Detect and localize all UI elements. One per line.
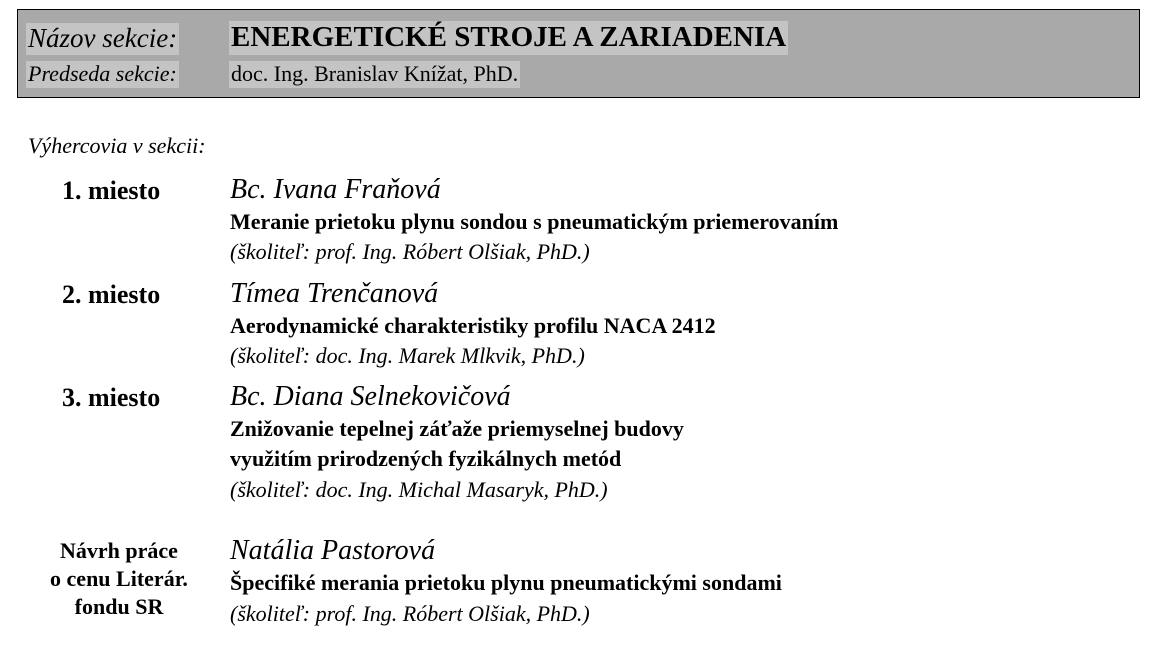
section-name: ENERGETICKÉ STROJE A ZARIADENIA xyxy=(231,21,787,53)
winner-name: Bc. Ivana Fraňová xyxy=(230,174,441,205)
section-header xyxy=(17,9,1140,98)
winner-supervisor: (školiteľ: prof. Ing. Róbert Olšiak, PhD.) xyxy=(230,239,590,264)
winner-supervisor: (školiteľ: doc. Ing. Marek Mlkvik, PhD.) xyxy=(230,343,585,368)
winner-place: 3. miesto xyxy=(62,383,161,412)
nomination-label-line: fondu SR xyxy=(74,594,164,619)
winner-thesis-title-line-2: využitím prirodzených fyzikálnych metód xyxy=(230,446,622,471)
winner-name: Bc. Diana Selnekovičová xyxy=(230,381,511,412)
section-chair-label: Predseda sekcie: xyxy=(28,61,177,86)
winner-supervisor: (školiteľ: doc. Ing. Michal Masaryk, PhD.) xyxy=(230,477,608,502)
winner-thesis-title: Aerodynamické charakteristiky profilu NACA 2412 xyxy=(230,313,716,338)
winner-place: 2. miesto xyxy=(62,280,161,309)
nominee-thesis-title: Špecifiké merania prietoku plynu pneumatickými sondami xyxy=(230,570,782,595)
winners-heading: Výhercovia v sekcii: xyxy=(28,133,206,158)
nominee-supervisor: (školiteľ: prof. Ing. Róbert Olšiak, PhD.) xyxy=(230,601,590,626)
section-chair-name: doc. Ing. Branislav Knížat, PhD. xyxy=(231,61,519,86)
winner-place: 1. miesto xyxy=(62,176,161,205)
winner-thesis-title: Meranie prietoku plynu sondou s pneumatickým priemerovaním xyxy=(230,209,839,234)
nomination-label-line: o cenu Literár. xyxy=(50,566,188,591)
nomination-label xyxy=(30,537,208,621)
winner-name: Tímea Trenčanová xyxy=(230,278,439,309)
nominee-name: Natália Pastorová xyxy=(230,535,436,566)
winner-thesis-title-line-1: Znižovanie tepelnej záťaže priemyselnej budovy xyxy=(230,416,684,441)
section-name-label: Názov sekcie: xyxy=(28,23,178,53)
nomination-label-line: Návrh práce xyxy=(60,538,178,563)
